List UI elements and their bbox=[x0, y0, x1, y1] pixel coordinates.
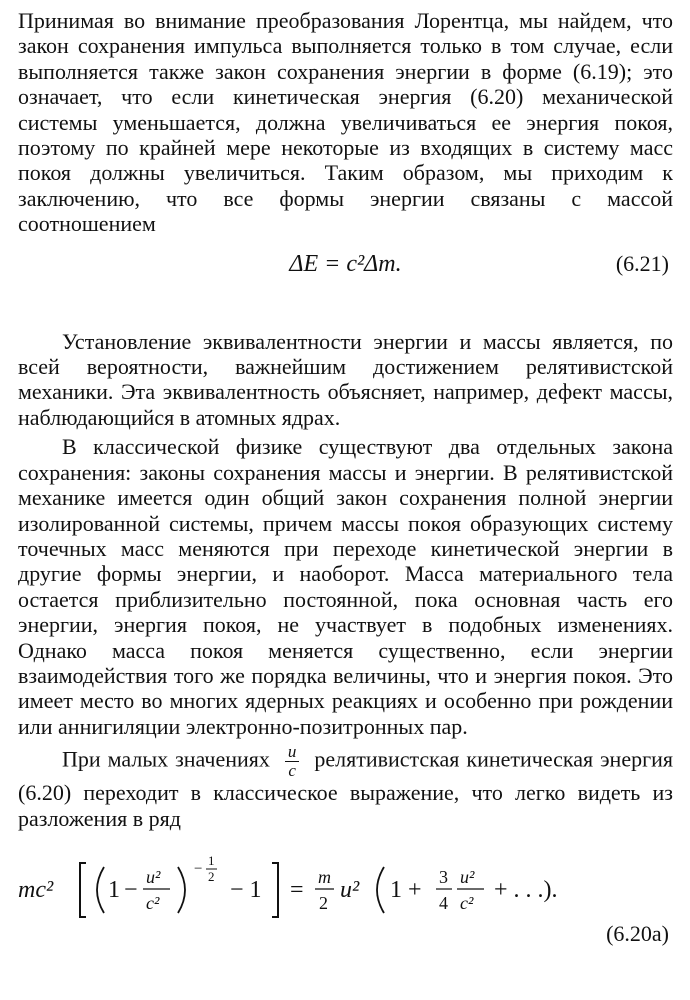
equation-6-20a bbox=[18, 849, 673, 949]
paragraph-4-end: релятивистская кинетическая энергия (6.20) переходит в классическое выражение, что легко видеть из разложения в ряд bbox=[18, 746, 674, 831]
eq-frac-u2-b: u² bbox=[460, 866, 475, 887]
eq-exp-den: 2 bbox=[208, 868, 215, 884]
left-paren bbox=[97, 867, 104, 913]
equation-6-20a-number: (6.20a) bbox=[606, 920, 669, 946]
eq-frac-c2-b: c² bbox=[460, 892, 474, 913]
eq-frac-4: 4 bbox=[439, 892, 448, 913]
right-paren bbox=[178, 867, 185, 913]
fraction-numerator: u bbox=[285, 743, 300, 762]
eq-frac-m: m bbox=[318, 866, 331, 887]
eq-minus: − bbox=[124, 876, 138, 903]
equation-6-21-number: (6.21) bbox=[615, 250, 669, 276]
eq-frac-u2: u² bbox=[146, 866, 161, 887]
equation-6-21 bbox=[18, 237, 673, 297]
paragraph-4-start: При малых значениях bbox=[62, 746, 270, 772]
paragraph-2: Установление эквивалентности энергии и массы является, по всей вероятности, важнейшим достижением релятивистской механики. Эта эквивалентность объясняет, например, дефект массы, наблюдающийся в атомных ядрах. bbox=[18, 328, 673, 430]
eq-one: 1 bbox=[108, 876, 120, 903]
eq-frac-c2: c² bbox=[146, 892, 160, 913]
left-paren-2 bbox=[377, 867, 384, 913]
page bbox=[18, 8, 673, 949]
equation-6-20a-formula bbox=[18, 849, 673, 949]
u-over-c-fraction bbox=[285, 743, 300, 780]
paragraph-1: Принимая во внимание преобразования Лорентца, мы найдем, что закон сохранения импульса выполняется только в том случае, если выполняется также закон сохранения энергии в форме (6.19); это означает, что если кинетическая энергия (6.20) механической системы уменьшается, должна увеличиваться ее энергия покоя, поэтому по крайней мере некоторые из входящих в систему масс покоя должны увеличиться. Таким образом, мы приходим к заключению, что все формы энергии связаны с массой соотношением bbox=[18, 8, 673, 237]
eq-u-squared: u² bbox=[340, 876, 360, 903]
eq-tail: + . . .). bbox=[494, 876, 558, 903]
eq-exp-minus: − bbox=[194, 860, 203, 877]
right-square-bracket bbox=[272, 863, 278, 917]
equation-6-21-text: ΔE = c²Δm. bbox=[289, 250, 402, 277]
eq-frac-3: 3 bbox=[439, 866, 448, 887]
eq-frac-2: 2 bbox=[319, 892, 328, 913]
eq-one-plus: 1 + bbox=[390, 876, 422, 903]
eq-mc2: mc² bbox=[18, 876, 54, 903]
paragraph-4 bbox=[18, 743, 673, 831]
fraction-denominator: c bbox=[288, 761, 296, 781]
eq-minus-one: − 1 bbox=[230, 876, 262, 903]
paragraph-3: В классической физике существуют два отдельных закона сохранения: законы сохранения массы и энергии. В релятивистской механике имеется один общий закон сохранения полной энергии изолированной системы, причем массы покоя образующих систему точечных масс меняются при переходе кинетической энергии в другие формы энергии, и наоборот. Масса материального тела остается приблизительно постоянной, пока основная часть его энергии, энергия покоя, не участвует в подобных изменениях. Однако масса покоя меняется существенно, если энергии взаимодействия того же порядка величины, что и энергия покоя. Это имеет место во многих ядерных реакциях и особенно при рождении или аннигиляции электронно-позитронных пар. bbox=[18, 434, 673, 739]
left-square-bracket bbox=[80, 863, 86, 917]
eq-exp-num: 1 bbox=[208, 852, 215, 868]
eq-equals: = bbox=[290, 876, 304, 903]
